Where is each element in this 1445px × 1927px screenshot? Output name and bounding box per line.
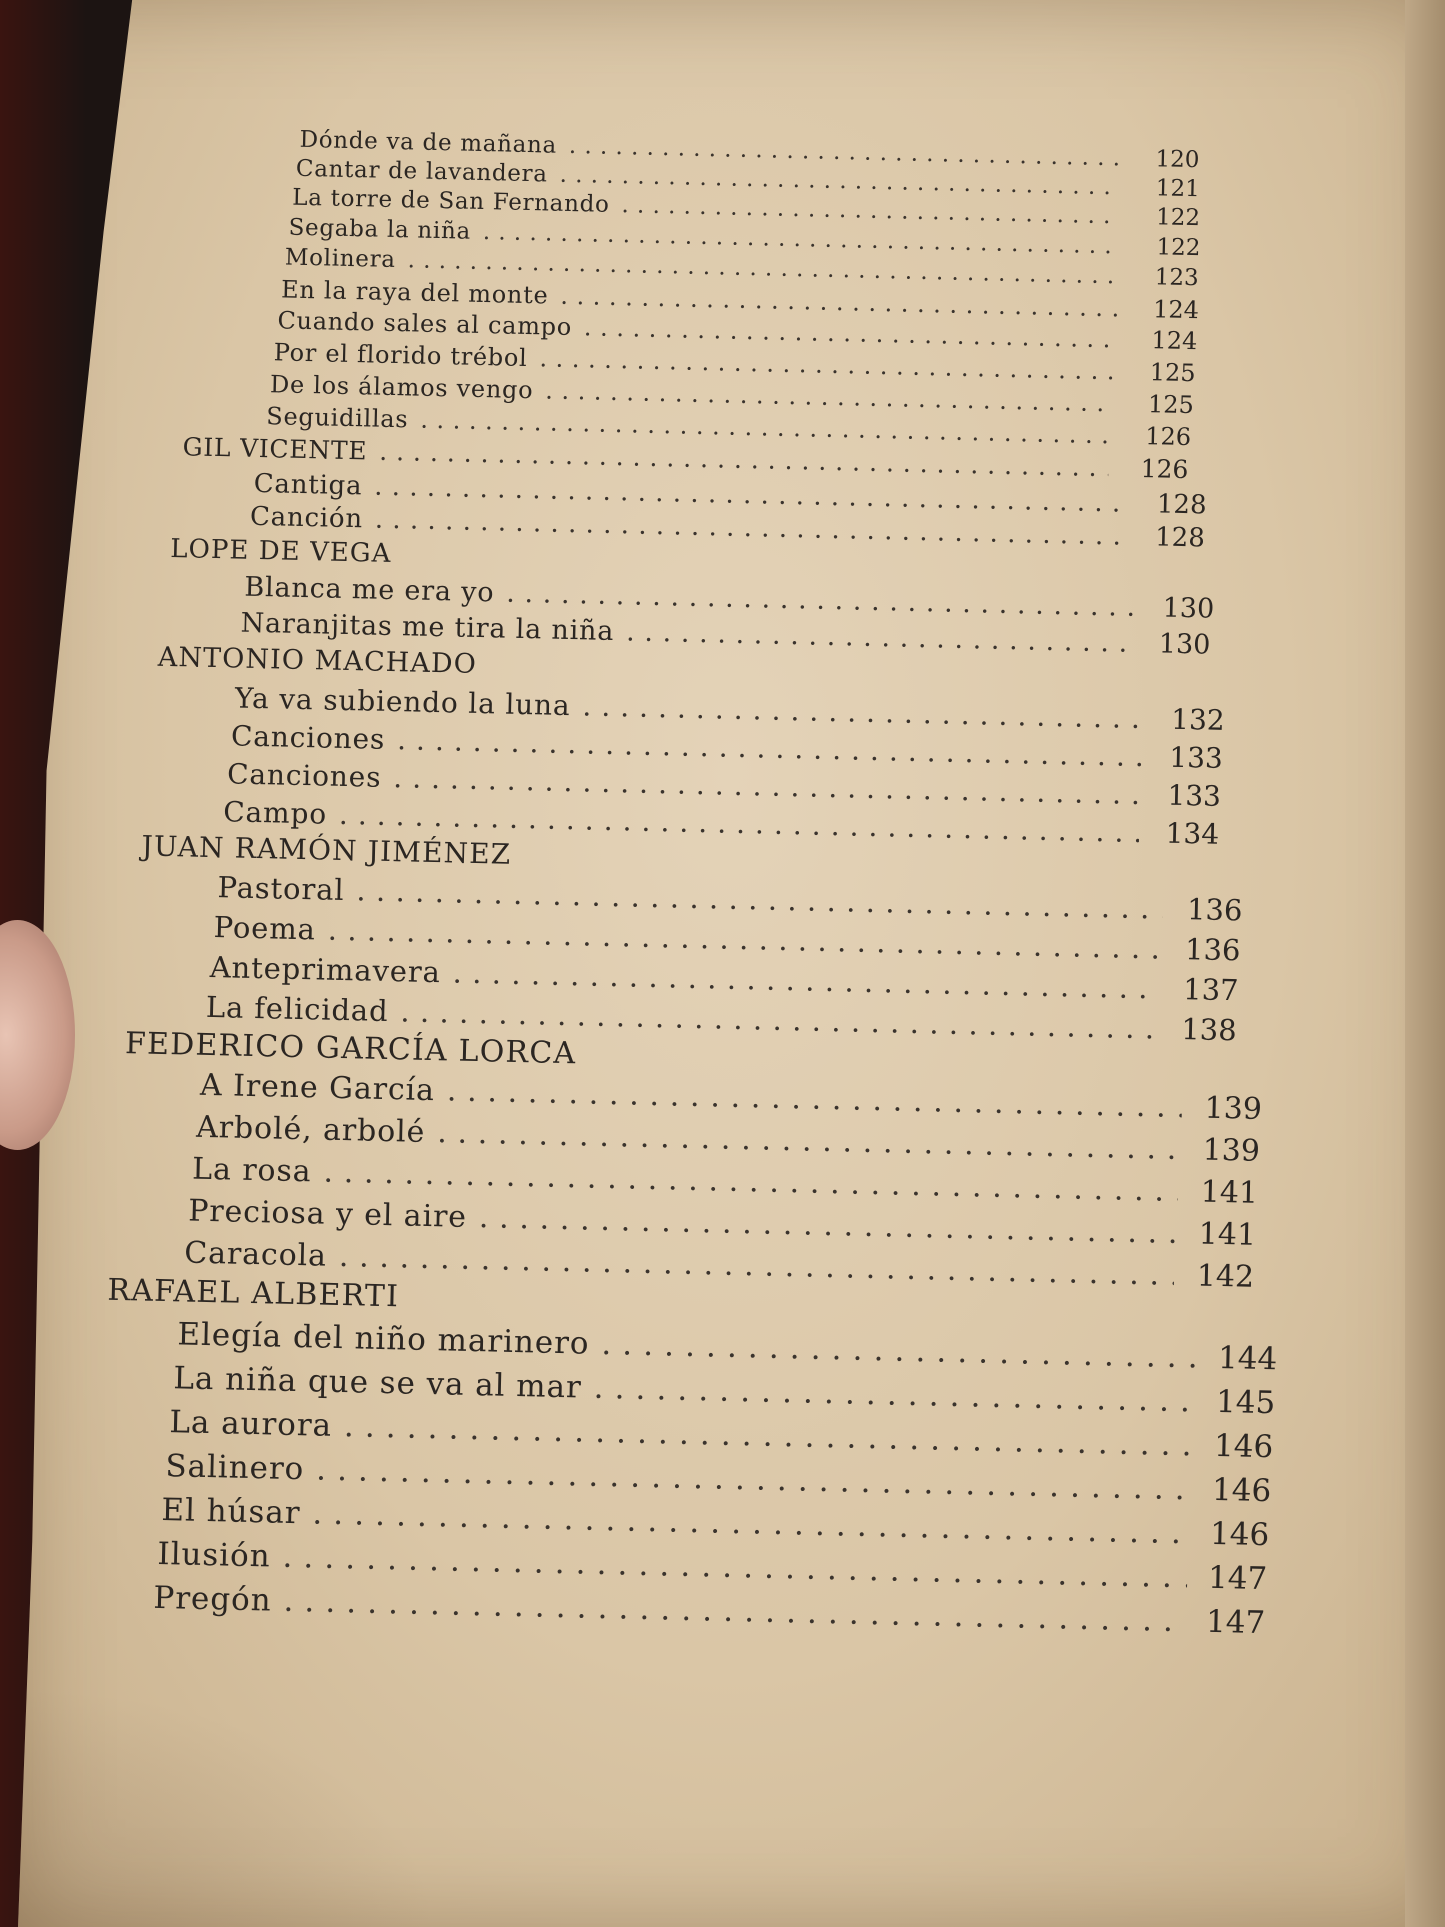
toc-entry-title: Poema — [213, 910, 317, 947]
toc-entry-page: 128 — [1154, 522, 1206, 554]
toc-entry-title: Cuando sales al campo — [277, 306, 573, 342]
toc-entry-title: Ilusión — [157, 1535, 271, 1575]
toc-entry-title: La aurora — [169, 1404, 333, 1444]
toc-entry-page: 136 — [1186, 892, 1243, 928]
toc-entry-title: Dónde va de mañana — [299, 126, 558, 159]
toc-entry-title: Blanca me era yo — [244, 571, 495, 609]
toc-entry-title: Caracola — [183, 1235, 328, 1274]
toc-entry-page: 122 — [1155, 204, 1201, 232]
next-page-edge — [1405, 0, 1445, 1927]
toc-entry-title: Preciosa y el aire — [187, 1193, 468, 1235]
toc-entry-page: 120 — [1155, 146, 1200, 174]
toc-entry-page: 121 — [1155, 175, 1201, 203]
toc-entry-title: Pregón — [153, 1579, 272, 1619]
toc-entry-title: Segaba la niña — [288, 214, 472, 245]
toc-entry-title: Molinera — [284, 244, 396, 274]
toc-entry-title: El húsar — [161, 1492, 301, 1532]
toc-entry-page: 141 — [1200, 1174, 1259, 1211]
author-name: GIL VICENTE — [182, 432, 368, 466]
toc-entry-page: 126 — [1144, 422, 1192, 452]
toc-entry-title: De los álamos vengo — [269, 370, 534, 405]
toc-entry-title: La felicidad — [205, 989, 389, 1029]
toc-entry-page: 128 — [1156, 489, 1207, 521]
toc-entry-title: La torre de San Fernando — [292, 184, 610, 218]
toc-entry-title: Pastoral — [217, 870, 345, 908]
toc-entry-title: Canciones — [230, 719, 386, 756]
author-name: ANTONIO MACHADO — [157, 641, 478, 680]
toc-entry-title: La niña que se va al mar — [173, 1360, 583, 1406]
toc-entry-page: 142 — [1196, 1258, 1255, 1295]
toc-entry-page: 124 — [1152, 295, 1200, 325]
toc-entry-page: 124 — [1151, 326, 1198, 356]
toc-entry-page: 136 — [1184, 932, 1241, 968]
toc-entry-page: 132 — [1170, 702, 1226, 737]
toc-entry-page: 122 — [1156, 234, 1201, 262]
toc-entry-page: 125 — [1147, 390, 1195, 420]
toc-entry-title: A Irene García — [199, 1067, 436, 1109]
toc-entry-page: 144 — [1217, 1339, 1278, 1378]
toc-entry-page: 125 — [1149, 358, 1196, 388]
toc-entry-title: Naranjitas me tira la niña — [240, 607, 615, 648]
toc-entry-title: Canción — [249, 501, 364, 535]
toc-entry-page: 130 — [1162, 592, 1215, 625]
toc-entry-page: 146 — [1211, 1471, 1272, 1510]
toc-entry-title: Cantiga — [253, 468, 363, 502]
toc-entry-title: La rosa — [191, 1151, 312, 1190]
author-name: FEDERICO GARCÍA LORCA — [124, 1026, 577, 1072]
toc-entry-title: En la raya del monte — [280, 275, 549, 310]
toc-entry-page: 133 — [1167, 778, 1222, 813]
toc-entry-page: 147 — [1205, 1603, 1266, 1642]
toc-entry-page: 139 — [1204, 1090, 1263, 1127]
toc-entry-page: 138 — [1180, 1012, 1238, 1048]
author-page: 126 — [1140, 453, 1189, 485]
toc-entry-page: 130 — [1158, 628, 1211, 661]
toc-entry-page: 137 — [1182, 972, 1239, 1008]
toc-entry-page: 145 — [1215, 1383, 1276, 1422]
toc-entry-page: 141 — [1198, 1216, 1257, 1253]
toc-entry-page: 134 — [1165, 816, 1220, 851]
toc-entry-title: Canciones — [226, 757, 382, 794]
toc-entry-page: 146 — [1209, 1515, 1270, 1554]
toc-entry-title: Salinero — [165, 1448, 305, 1488]
toc-entry-title: Campo — [222, 795, 328, 831]
author-name: JUAN RAMÓN JIMÉNEZ — [141, 829, 512, 871]
author-name: LOPE DE VEGA — [169, 533, 392, 569]
toc-entry-title: Arbolé, arbolé — [195, 1109, 426, 1150]
toc-entry-title: Seguidillas — [266, 402, 409, 434]
toc-entry-title: Elegía del niño marinero — [177, 1316, 590, 1362]
toc-entry-page: 123 — [1154, 264, 1200, 292]
toc-entry-title: Anteprimavera — [209, 949, 442, 990]
toc-entry-title: Cantar de lavandera — [295, 155, 548, 188]
toc-entry-title: Por el florido trébol — [273, 338, 528, 373]
toc-entry-title: Ya va subiendo la luna — [234, 681, 571, 723]
toc-entry-page: 146 — [1213, 1427, 1274, 1466]
toc-entry-page: 139 — [1202, 1132, 1261, 1169]
author-name: RAFAEL ALBERTI — [107, 1272, 400, 1315]
toc-entry-page: 133 — [1169, 740, 1224, 775]
toc-entry-page: 147 — [1207, 1559, 1268, 1598]
